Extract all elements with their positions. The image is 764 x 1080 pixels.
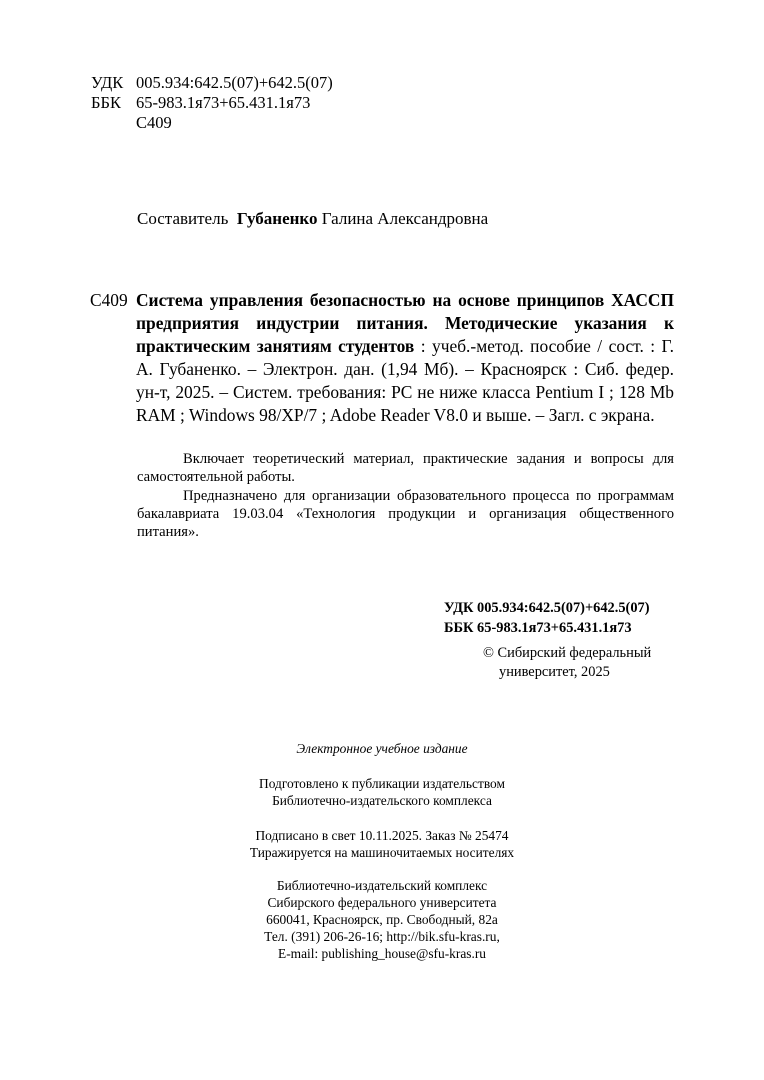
cipher-code: С409	[136, 113, 172, 132]
annotation-paragraph-1: Включает теоретический материал, практические задания и вопросы для самостоятельной работы.	[137, 451, 674, 486]
bbk-code: 65-983.1я73+65.431.1я73	[136, 93, 311, 112]
compiler-given-names: Галина Александровна	[321, 209, 489, 228]
udk-code: 005.934:642.5(07)+642.5(07)	[136, 73, 333, 92]
compiler-role: Составитель	[137, 209, 229, 228]
bbk-label: ББК	[91, 93, 121, 112]
publisher-address: 660041, Красноярск, пр. Свободный, 82а	[266, 912, 498, 927]
record-cipher: С409	[90, 290, 128, 310]
udk-line: УДК 005.934:642.5(07)+642.5(07)	[444, 600, 650, 616]
imprint	[0, 740, 764, 962]
signed-block	[0, 827, 764, 861]
publisher-email: E-mail: publishing_house@sfu-kras.ru	[278, 946, 486, 961]
bbk-row	[91, 93, 333, 113]
compiler-line	[137, 209, 488, 229]
bbk-line: ББК 65-983.1я73+65.431.1я73	[444, 620, 632, 636]
copyright-notice	[483, 644, 651, 682]
compiler-surname: Губаненко	[236, 209, 318, 228]
copyright-line-1: © Сибирский федеральный	[483, 645, 652, 661]
copyright-line-2: университет, 2025	[499, 664, 610, 680]
prepared-block	[0, 775, 764, 809]
signed-line: Подписано в свет 10.11.2025. Заказ № 25474	[255, 828, 509, 843]
publisher-line-2: Сибирского федерального университета	[267, 895, 497, 910]
bibliographic-record	[90, 289, 674, 427]
udk-row	[91, 73, 333, 93]
prepared-line-1: Подготовлено к публикации издательством	[259, 776, 505, 791]
publisher-line-1: Библиотечно-издательский комплекс	[276, 878, 488, 893]
edition-type: Электронное учебное издание	[296, 741, 468, 756]
prepared-line-2: Библиотечно-издательского комплекса	[272, 793, 492, 808]
annotation-paragraph-2: Предназначено для организации образовательного процесса по программам бакалавриата 19.03.04 «Технология продукции и организация общественного питания».	[137, 487, 674, 541]
replicated-line: Тиражируется на машиночитаемых носителях	[249, 845, 515, 860]
record-details: : учеб.-метод. пособие / сост. : Г. А. Губаненко. – Электрон. дан. (1,94 Мб). – Красноярск : Сиб. федер. ун-т, 2025. – Систем. требования: PC не ниже класса Pentium I ; 128 Mb RAM ; Windows 98/XP/7 ; Adobe Reader V8.0 и выше. – Загл. с экрана.	[136, 336, 674, 425]
udk-label: УДК	[91, 73, 124, 92]
classification-header	[91, 73, 333, 133]
publisher-block	[0, 877, 764, 962]
annotation	[137, 450, 674, 541]
classification-footer	[444, 598, 650, 638]
record-text	[136, 289, 674, 427]
publisher-phone-web: Тел. (391) 206-26-16; http://bik.sfu-kras.ru,	[264, 929, 500, 944]
record-title: Система управления безопасностью на основе принципов ХАССП предприятия индустрии питания. Методические указания к практическим занятиям студентов	[136, 290, 674, 356]
